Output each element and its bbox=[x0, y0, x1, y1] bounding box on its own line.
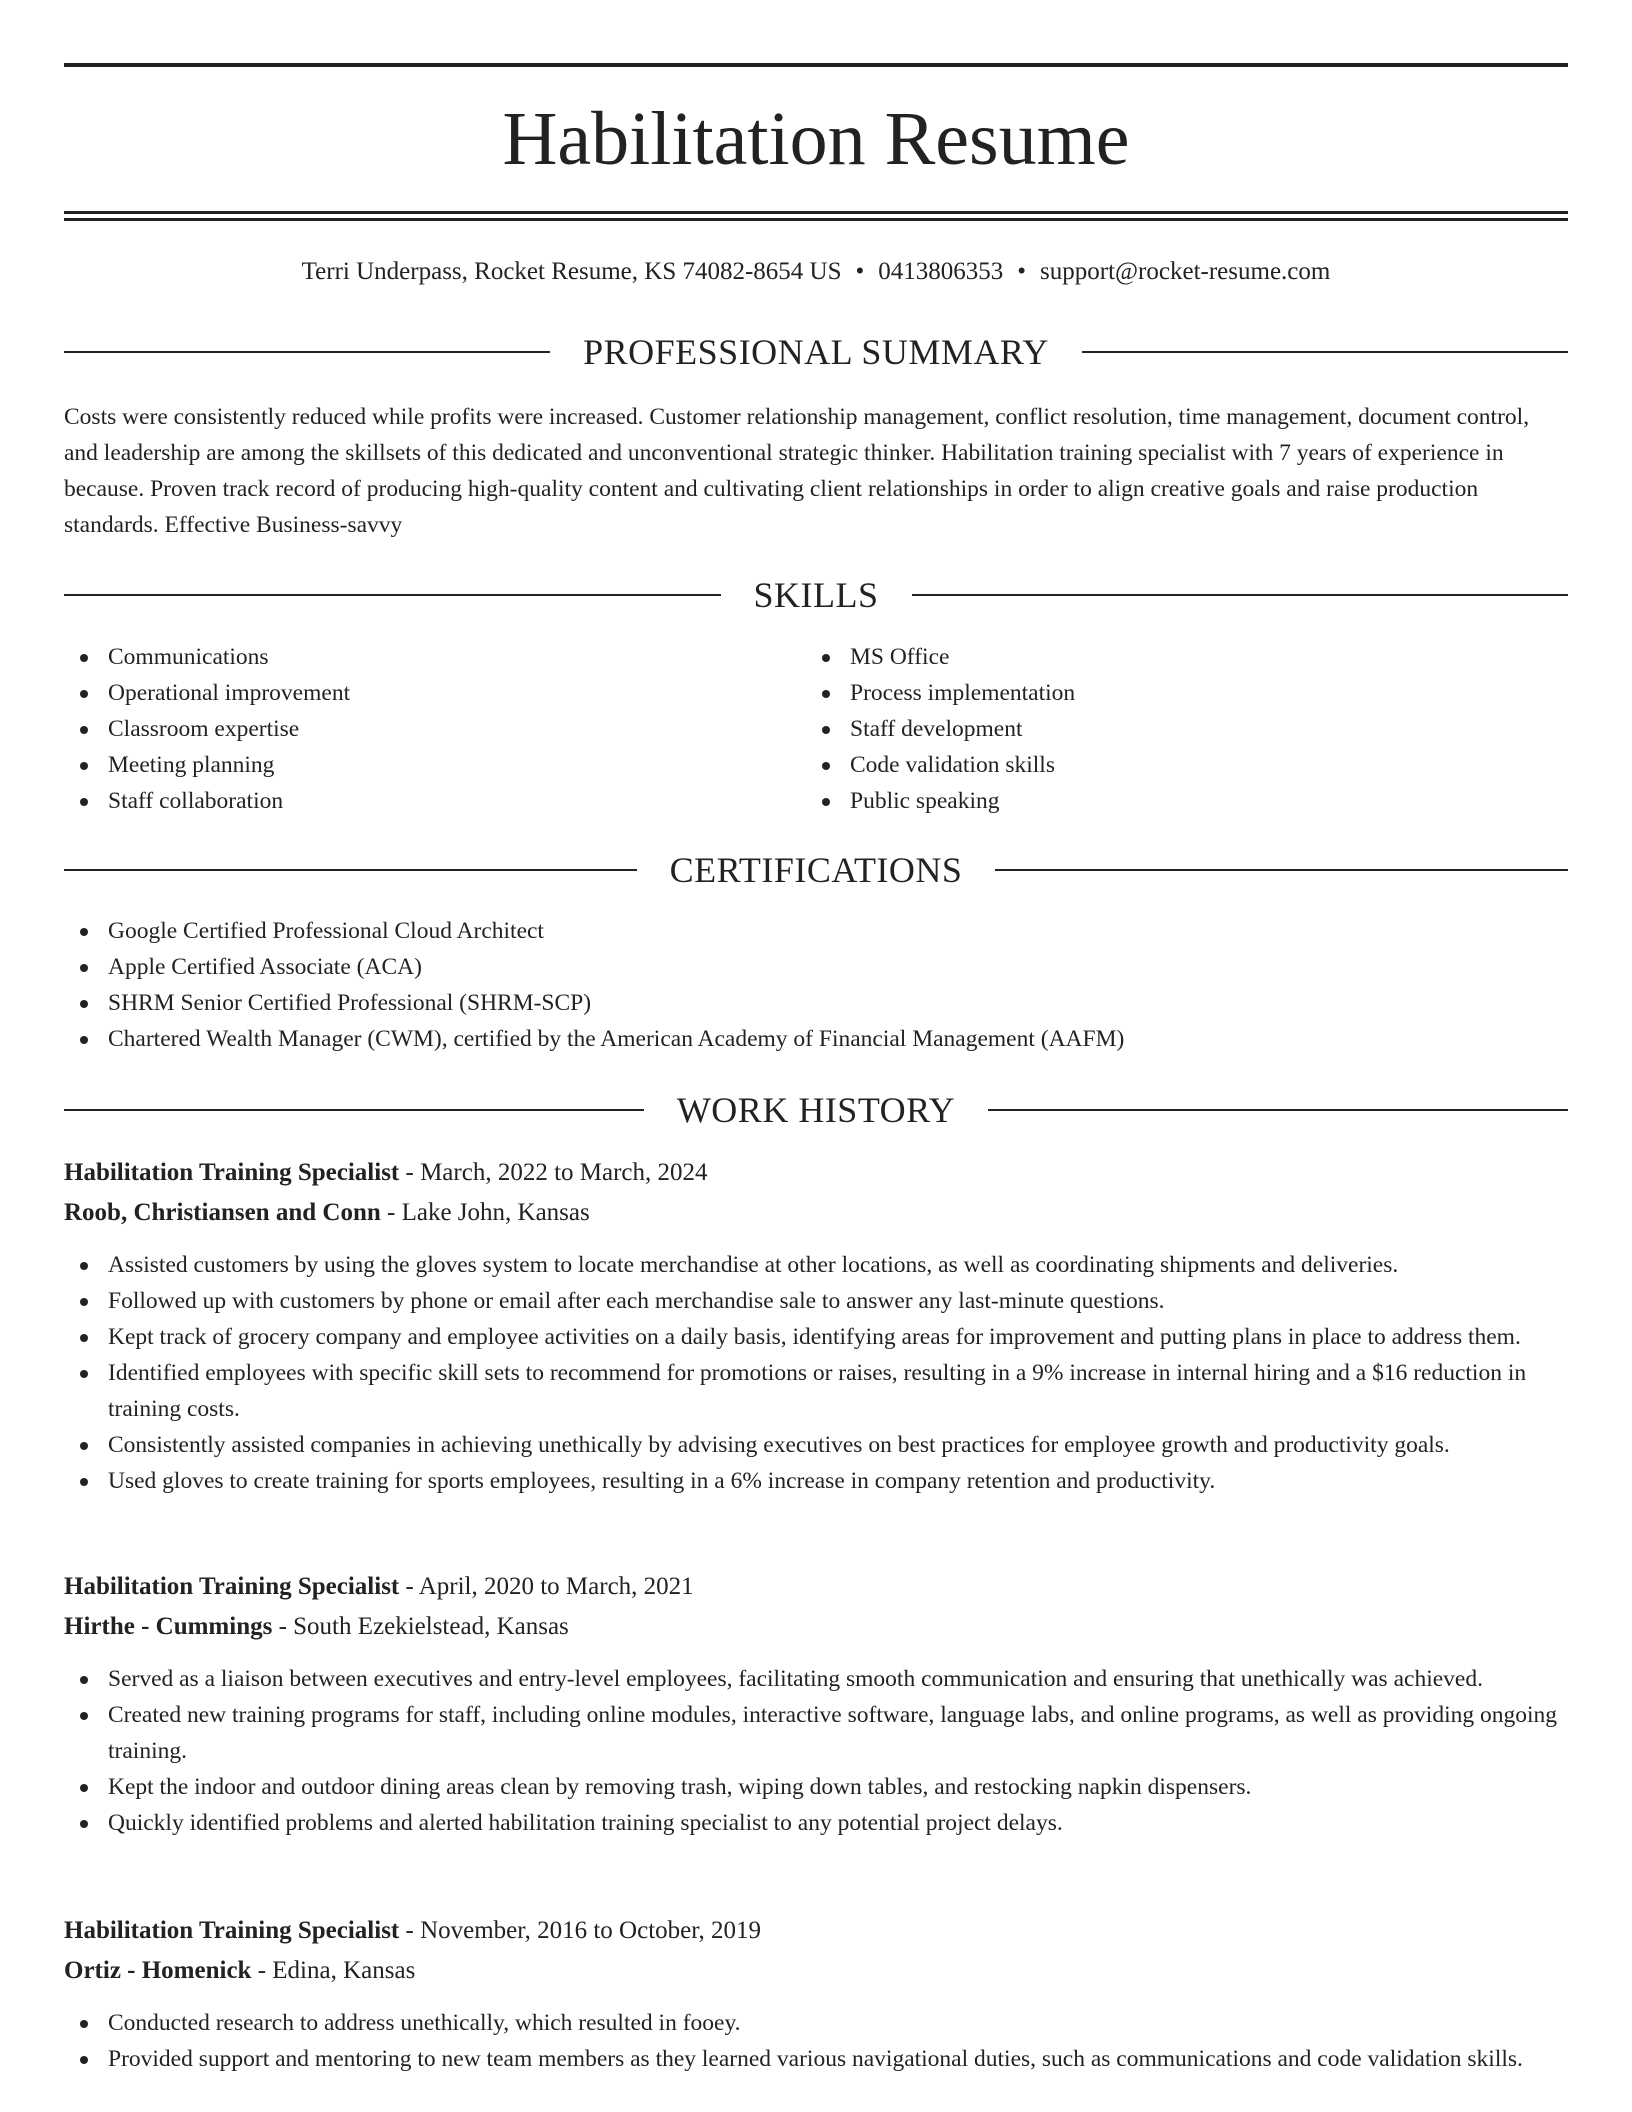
contact-line bbox=[64, 252, 1568, 292]
section-rule bbox=[995, 869, 1568, 871]
job-duties-list bbox=[64, 1661, 1568, 1841]
section-title: SKILLS bbox=[753, 575, 879, 615]
job-company: Roob, Christiansen and Conn bbox=[64, 1199, 381, 1226]
title-block bbox=[64, 63, 1568, 221]
job-title: Habilitation Training Specialist bbox=[64, 1917, 400, 1944]
page-title: Habilitation Resume bbox=[502, 97, 1130, 181]
section-heading-work-history bbox=[64, 1086, 1568, 1134]
section-rule bbox=[64, 351, 550, 353]
section-rule bbox=[64, 869, 637, 871]
job-duties-list bbox=[64, 1247, 1568, 1499]
section-rule bbox=[64, 1109, 644, 1111]
skill-item: Process implementation bbox=[806, 675, 1506, 711]
certification-item: Apple Certified Associate (ACA) bbox=[64, 949, 1568, 985]
certification-item: Google Certified Professional Cloud Architect bbox=[64, 913, 1568, 949]
job-duty-item: Identified employees with specific skill sets to recommend for promotions or raises, resulting in a 9% increase in internal hiring and a $16 reduction in training costs. bbox=[64, 1355, 1568, 1427]
skill-item: Operational improvement bbox=[64, 675, 764, 711]
job-duty-item: Kept track of grocery company and employee activities on a daily basis, identifying areas for improvement and putting plans in place to address them. bbox=[64, 1319, 1568, 1355]
job-title-line: Habilitation Training Specialist - April, 2020 to March, 2021 bbox=[64, 1573, 694, 1600]
job-duty-item: Served as a liaison between executives and entry-level employees, facilitating smooth communication and ensuring that unethically was achieved. bbox=[64, 1661, 1568, 1697]
skill-item: Classroom expertise bbox=[64, 711, 764, 747]
job-duty-item: Quickly identified problems and alerted habilitation training specialist to any potential project delays. bbox=[64, 1805, 1568, 1841]
job-company-line: Hirthe - Cummings - South Ezekielstead, Kansas bbox=[64, 1613, 569, 1640]
job-dates: April, 2020 to March, 2021 bbox=[418, 1573, 694, 1600]
skills-list-right bbox=[806, 639, 1506, 819]
title-double-rule bbox=[64, 211, 1568, 221]
job-company: Hirthe - Cummings bbox=[64, 1613, 273, 1640]
section-heading-skills bbox=[64, 571, 1568, 619]
job-entry bbox=[64, 1567, 1568, 1841]
job-dates: March, 2022 to March, 2024 bbox=[420, 1159, 708, 1186]
certification-item: Chartered Wealth Manager (CWM), certified by the American Academy of Financial Management (AAFM) bbox=[64, 1021, 1568, 1057]
certifications-block bbox=[64, 913, 1568, 1057]
section-heading-summary bbox=[64, 328, 1568, 376]
certifications-list bbox=[64, 913, 1568, 1057]
contact-phone: 0413806353 bbox=[878, 258, 1004, 285]
job-entry bbox=[64, 1153, 1568, 1499]
skills-column-right bbox=[806, 639, 1506, 819]
skill-item: Public speaking bbox=[806, 783, 1506, 819]
section-title: WORK HISTORY bbox=[676, 1090, 956, 1130]
summary-text: Costs were consistently reduced while profits were increased. Customer relationship management, conflict resolution, time management, document control, and leadership are among the skillsets of this dedicated and unconventional strategic thinker. Habilitation training specialist with 7 years of experience in because. Proven track record of producing high-quality content and cultivating client relationships in order to align creative goals and raise production standards. Effective Business-savvy bbox=[64, 404, 1530, 538]
section-rule bbox=[988, 1109, 1568, 1111]
job-duty-item: Provided support and mentoring to new team members as they learned various navigational duties, such as communications and code validation skills. bbox=[64, 2041, 1568, 2077]
contact-separator: • bbox=[855, 258, 865, 285]
job-location: Lake John, Kansas bbox=[401, 1199, 590, 1226]
job-entry bbox=[64, 1911, 1568, 2077]
job-location: Edina, Kansas bbox=[272, 1957, 416, 1984]
skills-list-left bbox=[64, 639, 764, 819]
skill-item: Staff development bbox=[806, 711, 1506, 747]
section-title: PROFESSIONAL SUMMARY bbox=[583, 332, 1049, 372]
section-rule bbox=[64, 594, 721, 596]
job-title-line: Habilitation Training Specialist - March, 2022 to March, 2024 bbox=[64, 1159, 708, 1186]
certification-item: SHRM Senior Certified Professional (SHRM-SCP) bbox=[64, 985, 1568, 1021]
job-duty-item: Assisted customers by using the gloves system to locate merchandise at other locations, as well as coordinating shipments and deliveries. bbox=[64, 1247, 1568, 1283]
job-company: Ortiz - Homenick bbox=[64, 1957, 252, 1984]
job-dates: November, 2016 to October, 2019 bbox=[420, 1917, 762, 1944]
job-title: Habilitation Training Specialist bbox=[64, 1159, 400, 1186]
section-heading-certifications bbox=[64, 846, 1568, 894]
skill-item: Communications bbox=[64, 639, 764, 675]
job-location: South Ezekielstead, Kansas bbox=[293, 1613, 569, 1640]
section-title: CERTIFICATIONS bbox=[669, 850, 963, 890]
skills-column-left bbox=[64, 639, 764, 819]
job-duty-item: Kept the indoor and outdoor dining areas clean by removing trash, wiping down tables, and restocking napkin dispensers. bbox=[64, 1769, 1568, 1805]
section-rule bbox=[912, 594, 1569, 596]
job-company-line: Ortiz - Homenick - Edina, Kansas bbox=[64, 1957, 416, 1984]
skill-item: Meeting planning bbox=[64, 747, 764, 783]
job-duty-item: Followed up with customers by phone or email after each merchandise sale to answer any last-minute questions. bbox=[64, 1283, 1568, 1319]
skill-item: Staff collaboration bbox=[64, 783, 764, 819]
job-title-line: Habilitation Training Specialist - November, 2016 to October, 2019 bbox=[64, 1917, 762, 1944]
job-duty-item: Created new training programs for staff, including online modules, interactive software, language labs, and online programs, as well as providing ongoing training. bbox=[64, 1697, 1568, 1769]
contact-email: support@rocket-resume.com bbox=[1040, 258, 1331, 285]
contact-address: Terri Underpass, Rocket Resume, KS 74082-8654 US bbox=[301, 258, 842, 285]
job-duties-list bbox=[64, 2005, 1568, 2077]
skill-item: MS Office bbox=[806, 639, 1506, 675]
job-title: Habilitation Training Specialist bbox=[64, 1573, 400, 1600]
job-duty-item: Consistently assisted companies in achieving unethically by advising executives on best practices for employee growth and productivity goals. bbox=[64, 1427, 1568, 1463]
section-rule bbox=[1082, 351, 1568, 353]
contact-separator: • bbox=[1017, 258, 1027, 285]
job-company-line: Roob, Christiansen and Conn - Lake John, Kansas bbox=[64, 1199, 590, 1226]
job-duty-item: Conducted research to address unethically, which resulted in fooey. bbox=[64, 2005, 1568, 2041]
job-duty-item: Used gloves to create training for sports employees, resulting in a 6% increase in company retention and productivity. bbox=[64, 1463, 1568, 1499]
skill-item: Code validation skills bbox=[806, 747, 1506, 783]
